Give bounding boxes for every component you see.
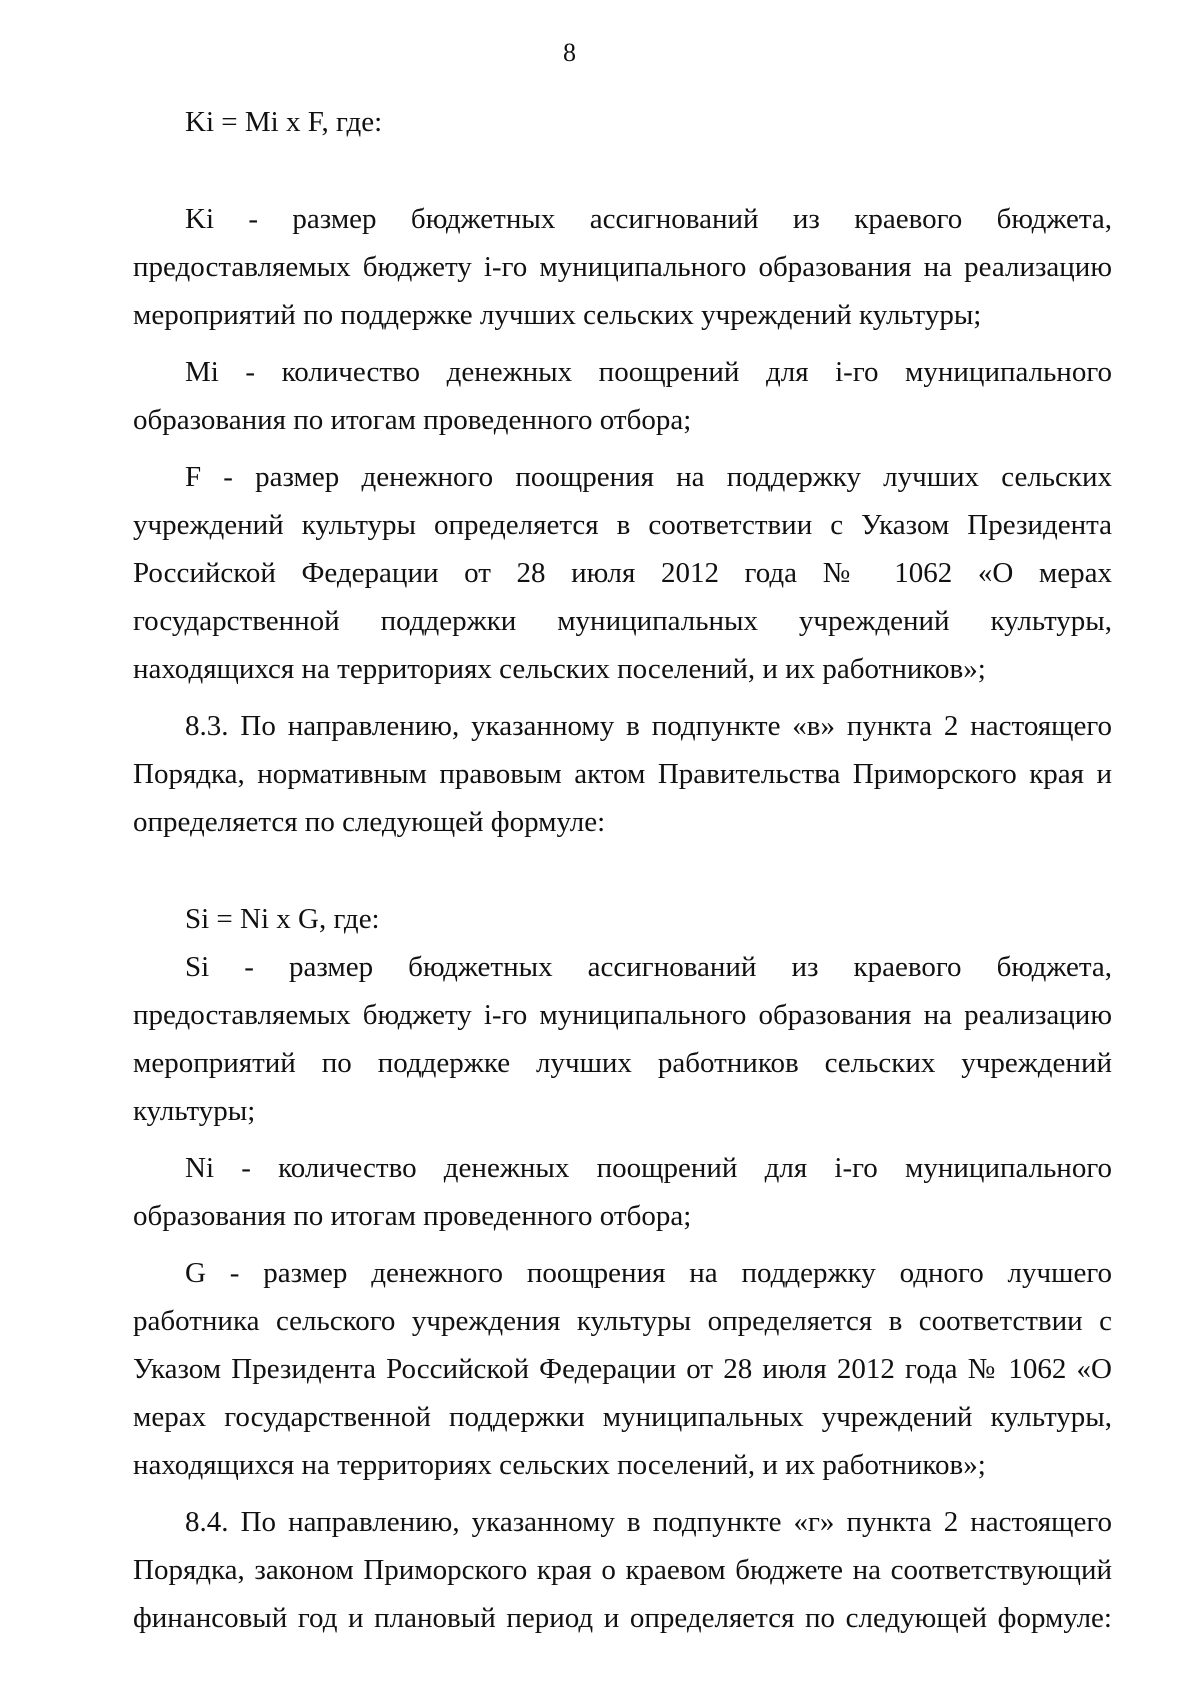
definition-g: G - размер денежного поощрения на поддержку одного лучшего работника сельского учреждения культуры определяется в соответствии с Указом Президента Российской Федерации от 28 июля 2012 года № 1062 «О мерах государственной поддержки муниципальных учреждений культуры, находящихся на территориях сельских поселений, и их работников»; xyxy=(133,1257,1112,1481)
formula-si: Si = Ni x G, где: xyxy=(185,903,380,935)
definition-ni: Ni - количество денежных поощрений для i-го муниципального образования по итогам проведенного отбора; xyxy=(133,1152,1112,1232)
document-body xyxy=(133,98,1112,1642)
blank-space xyxy=(133,846,1112,886)
definition-si: Si - размер бюджетных ассигнований из краевого бюджета, предоставляемых бюджету i-го муниципального образования на реализацию мероприятий по поддержке лучших работников сельских учреждений культуры; xyxy=(133,951,1112,1127)
paragraph-8-4: 8.4. По направлению, указанному в подпункте «г» пункта 2 настоящего Порядка, законом Приморского края о краевом бюджете на соответствующий финансовый год и плановый период и определяется по следующей формуле: xyxy=(133,1506,1112,1634)
definition-mi: Mi - количество денежных поощрений для i-го муниципального образования по итогам проведенного отбора; xyxy=(133,356,1112,436)
formula-ki: Ki = Mi x F, где: xyxy=(185,106,383,138)
definition-f: F - размер денежного поощрения на поддержку лучших сельских учреждений культуры определяется в соответствии с Указом Президента Российской Федерации от 28 июля 2012 года № 1062 «О мерах государственной поддержки муниципальных учреждений культуры, находящихся на территориях сельских поселений, и их работников»; xyxy=(133,461,1112,685)
paragraph-8-3: 8.3. По направлению, указанному в подпункте «в» пункта 2 настоящего Порядка, нормативным правовым актом Правительства Приморского края и определяется по следующей формуле: xyxy=(133,710,1112,838)
definition-ki: Ki - размер бюджетных ассигнований из краевого бюджета, предоставляемых бюджету i-го муниципального образования на реализацию мероприятий по поддержке лучших сельских учреждений культуры; xyxy=(133,203,1112,331)
blank-space xyxy=(133,146,1112,186)
page-number: 8 xyxy=(563,38,576,67)
